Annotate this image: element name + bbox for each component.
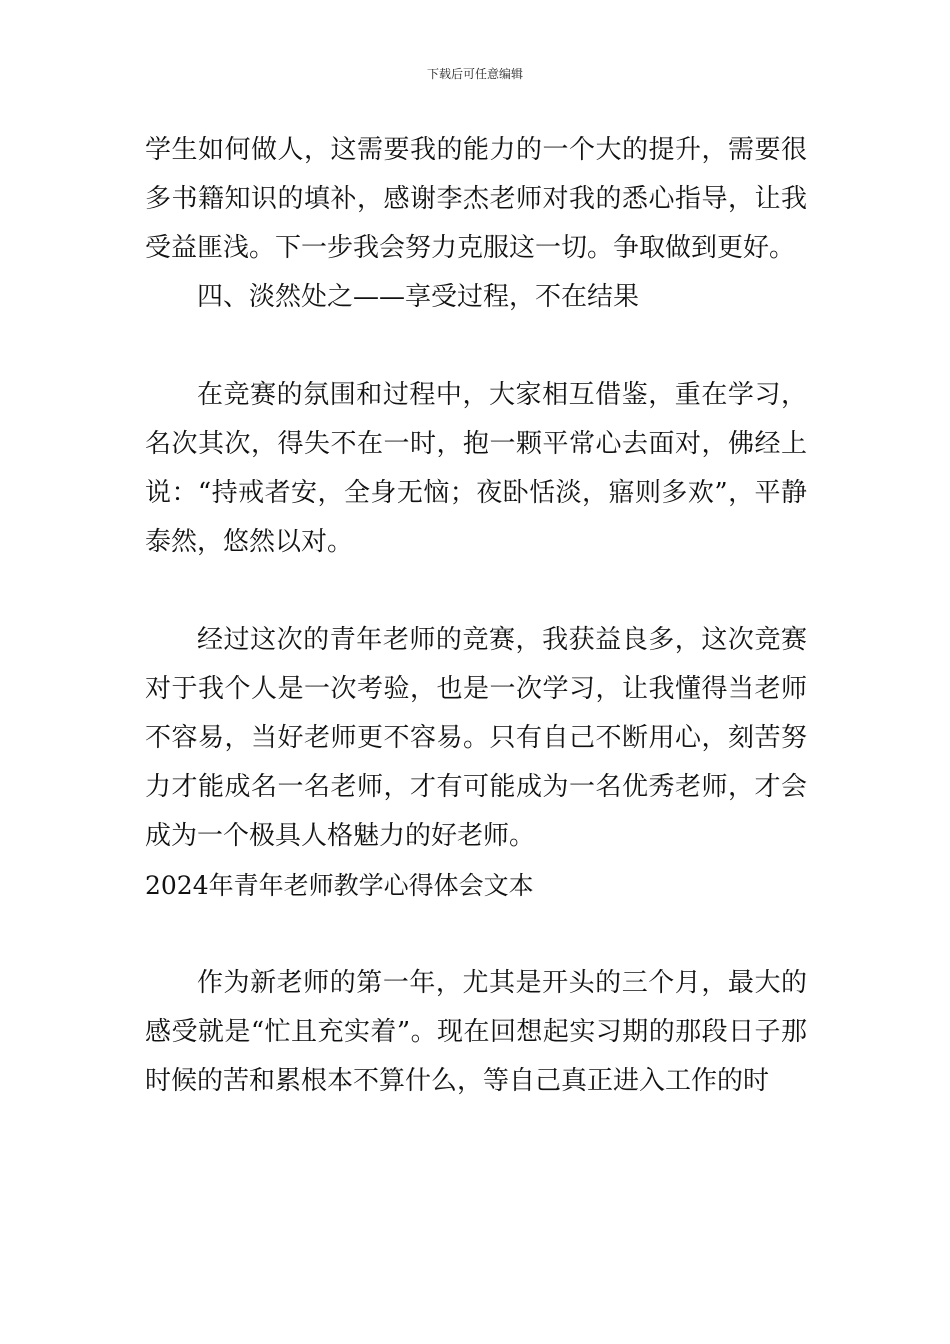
paragraph-continuation: 学生如何做人，这需要我的能力的一个大的提升，需要很多书籍知识的填补，感谢李杰老师对我的悉心指导，让我受益匪浅。下一步我会努力克服这一切。争取做到更好。 bbox=[145, 135, 807, 263]
document-body bbox=[145, 126, 807, 1106]
section-heading-four: 四、淡然处之——享受过程，不在结果 bbox=[197, 282, 640, 312]
paragraph-competition: 在竞赛的氛围和过程中，大家相互借鉴，重在学习，名次其次，得失不在一时，抱一颗平常心去面对，佛经上说：“持戒者安，全身无恼；夜卧恬淡，寤则多欢”，平静泰然，悠然以对。 bbox=[145, 380, 807, 557]
page-header-note: 下载后可任意编辑 bbox=[426, 67, 523, 81]
paragraph-new-teacher: 作为新老师的第一年，尤其是开头的三个月，最大的感受就是“忙且充实着”。现在回想起实习期的那段日子那时候的苦和累根本不算什么，等自己真正进入工作的时 bbox=[145, 968, 807, 1096]
document-title: 2024年青年老师教学心得体会文本 bbox=[145, 871, 534, 900]
paragraph-gains: 经过这次的青年老师的竞赛，我获益良多，这次竞赛对于我个人是一次考验，也是一次学习，让我懂得当老师不容易，当好老师更不容易。只有自己不断用心，刻苦努力才能成名一名老师，才有可能成为一名优秀老师，才会成为一个极具人格魅力的好老师。 bbox=[145, 625, 807, 851]
